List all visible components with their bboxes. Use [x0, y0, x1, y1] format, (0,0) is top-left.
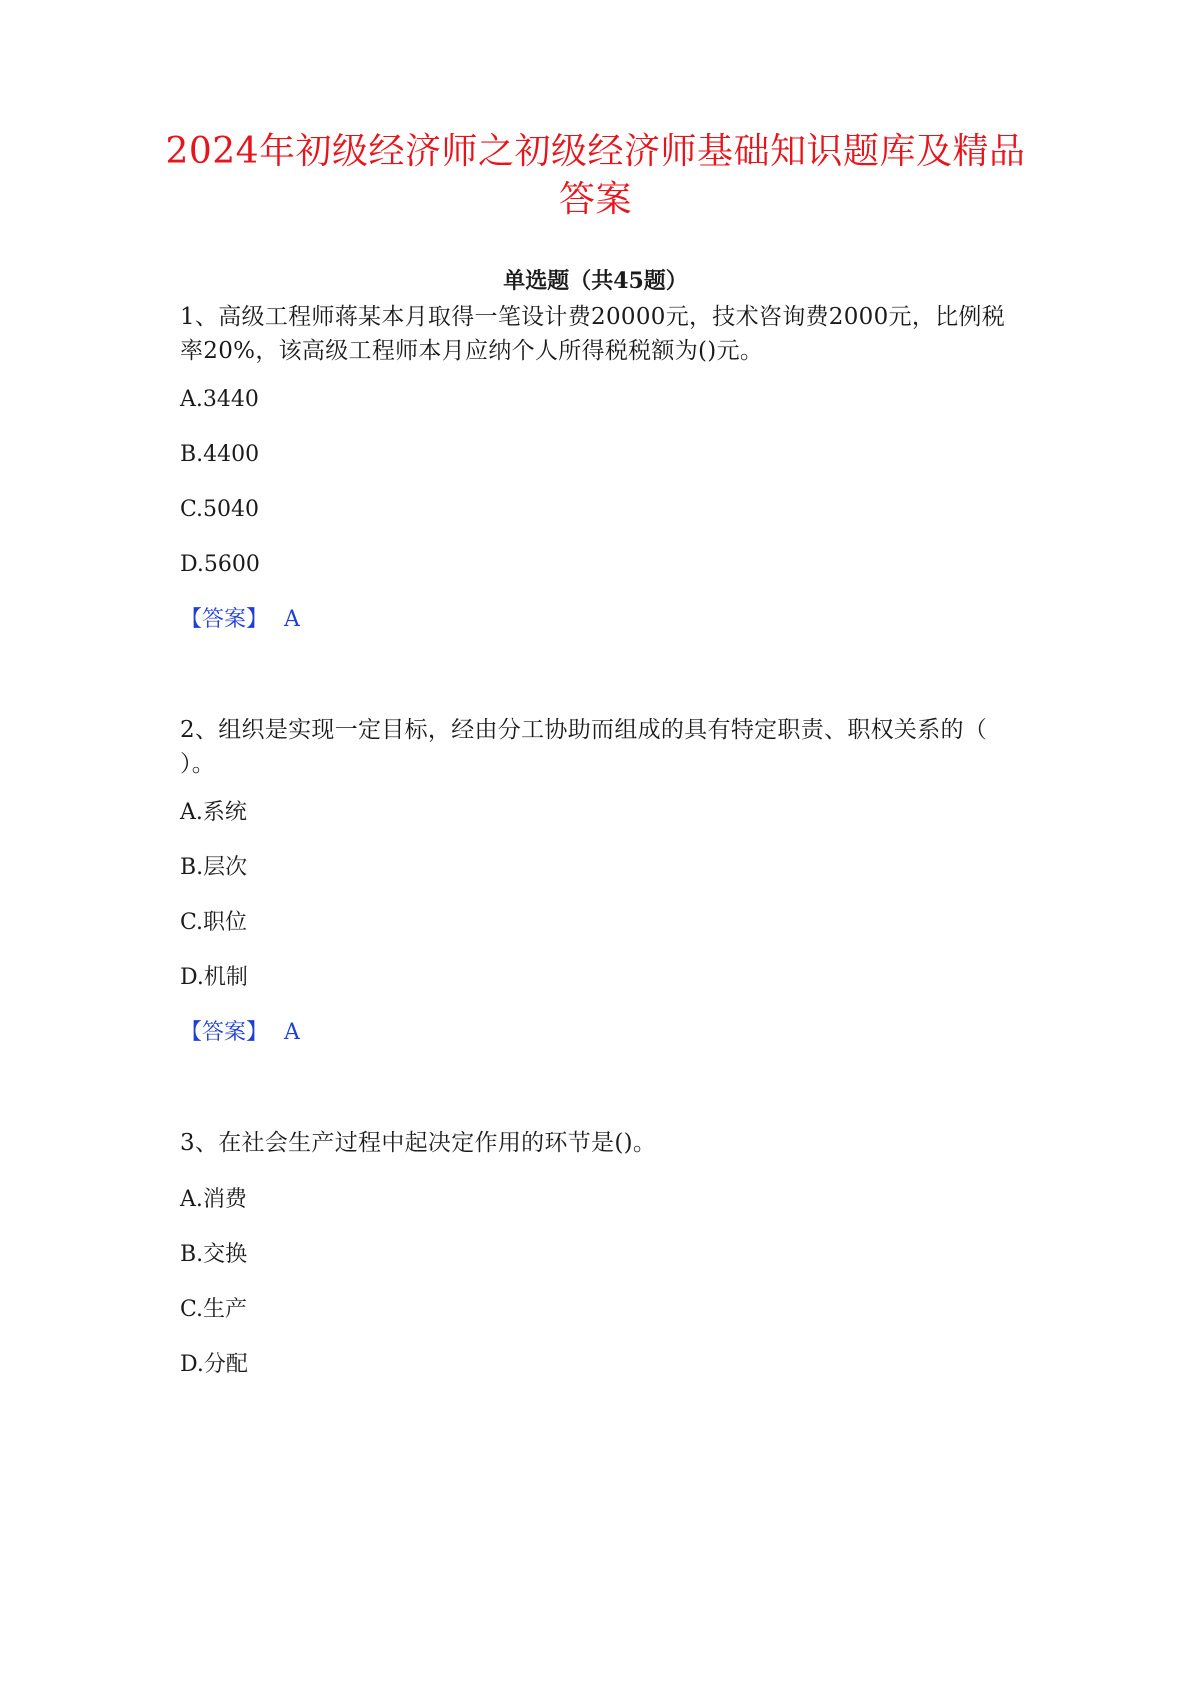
question-3-option-c: C.生产: [180, 1297, 248, 1322]
question-2-answer: [180, 1018, 300, 1048]
question-3-text: 3、在社会生产过程中起决定作用的环节是()。: [180, 1130, 657, 1156]
question-3-option-b: B.交换: [180, 1242, 248, 1267]
question-2-text: 2、组织是实现一定目标，经由分工协助而组成的具有特定职责、职权关系的（ ）。: [180, 717, 988, 777]
question-1-option-c: C.5040: [180, 497, 260, 522]
answer-label: 【答案】: [180, 607, 269, 632]
question-2-option-a: A.系统: [180, 800, 247, 825]
question-1-option-b: B.4400: [180, 442, 260, 467]
question-2-option-d: D.机制: [180, 965, 248, 990]
answer-value: A: [284, 1020, 300, 1045]
question-1-option-d: D.5600: [180, 552, 260, 577]
question-1-text: 1、高级工程师蒋某本月取得一笔设计费20000元，技术咨询费2000元，比例税率20%，该高级工程师本月应纳个人所得税税额为()元。: [180, 304, 1006, 364]
document-title: 2024年初级经济师之初级经济师基础知识题库及精品答案: [165, 131, 1026, 220]
question-3-option-d: D.分配: [180, 1352, 248, 1377]
answer-value: A: [284, 607, 300, 632]
question-3-option-a: A.消费: [180, 1187, 247, 1212]
question-2-option-b: B.层次: [180, 855, 248, 880]
question-1-option-a: A.3440: [180, 387, 259, 412]
section-heading: 单选题（共45题）: [503, 268, 688, 294]
question-1-answer: [180, 605, 300, 635]
question-2-option-c: C.职位: [180, 910, 248, 935]
answer-label: 【答案】: [180, 1020, 269, 1045]
